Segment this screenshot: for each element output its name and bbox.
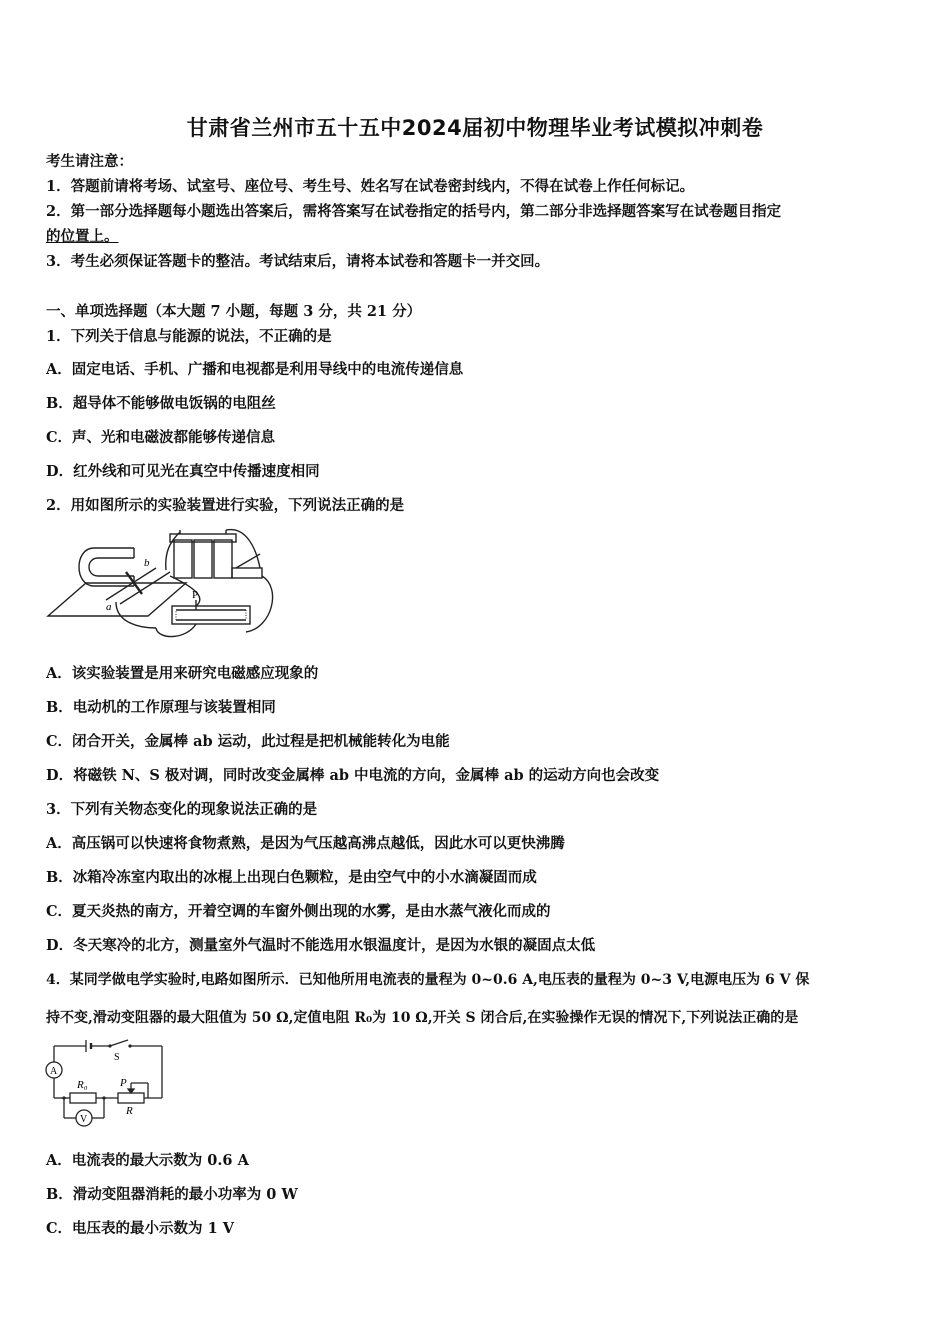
notice-item: 的位置上。 bbox=[46, 228, 119, 245]
option-1c: C．声、光和电磁波都能够传递信息 bbox=[46, 429, 276, 446]
option-4c: C．电压表的最小示数为 1 V bbox=[46, 1220, 234, 1237]
option-2a: A．该实验装置是用来研究电磁感应现象的 bbox=[46, 665, 319, 682]
r0-label: R₀ bbox=[77, 1079, 88, 1091]
rheostat-r-label: R bbox=[126, 1105, 133, 1117]
experiment-apparatus-figure bbox=[46, 528, 278, 646]
circuit-diagram bbox=[44, 1038, 168, 1130]
notice-item: 2．第一部分选择题每小题选出答案后，需将答案写在试卷指定的括号内，第二部分非选择题答案写在试卷题目指定 bbox=[46, 203, 782, 220]
question-stem-4-line2: 持不变,滑动变阻器的最大阻值为 50 Ω,定值电阻 R₀为 10 Ω,开关 S 闭合后,在实验操作无误的情况下,下列说法正确的是 bbox=[46, 1010, 799, 1026]
option-1a: A．固定电话、手机、广播和电视都是利用导线中的电流传递信息 bbox=[46, 361, 464, 378]
figure-label-p: P bbox=[192, 589, 199, 601]
option-2d: D．将磁铁 N、S 极对调，同时改变金属棒 ab 中电流的方向，金属棒 ab 的运动方向也会改变 bbox=[46, 767, 660, 784]
voltmeter-label: V bbox=[80, 1114, 88, 1125]
question-stem-4-line1: 4．某同学做电学实验时,电路如图所示．已知他所用电流表的量程为 0~0.6 A,电压表的量程为 0~3 V,电源电压为 6 V 保 bbox=[46, 972, 810, 988]
section-heading: 一、单项选择题（本大题 7 小题，每题 3 分，共 21 分） bbox=[46, 303, 422, 320]
notice-heading: 考生请注意： bbox=[46, 153, 133, 170]
option-1d: D．红外线和可见光在真空中传播速度相同 bbox=[46, 463, 320, 480]
option-3a: A．高压锅可以快速将食物煮熟，是因为气压越高沸点越低，因此水可以更快沸腾 bbox=[46, 835, 565, 852]
notice-item: 1．答题前请将考场、试室号、座位号、考生号、姓名写在试卷密封线内，不得在试卷上作任何标记。 bbox=[46, 178, 695, 195]
question-stem-2: 2．用如图所示的实验装置进行实验，下列说法正确的是 bbox=[46, 497, 405, 514]
option-4b: B．滑动变阻器消耗的最小功率为 0 W bbox=[46, 1186, 298, 1203]
question-stem-3: 3．下列有关物态变化的现象说法正确的是 bbox=[46, 801, 318, 818]
option-1b: B．超导体不能够做电饭锅的电阻丝 bbox=[46, 395, 276, 412]
option-2b: B．电动机的工作原理与该装置相同 bbox=[46, 699, 276, 716]
option-3c: C．夏天炎热的南方，开着空调的车窗外侧出现的水雾，是由水蒸气液化而成的 bbox=[46, 903, 551, 920]
ammeter-label: A bbox=[50, 1066, 58, 1077]
figure-label-b: b bbox=[144, 557, 150, 569]
question-stem-1: 1．下列关于信息与能源的说法，不正确的是 bbox=[46, 328, 332, 345]
figure-label-a: a bbox=[106, 601, 112, 613]
option-2c: C．闭合开关，金属棒 ab 运动，此过程是把机械能转化为电能 bbox=[46, 733, 450, 750]
option-4a: A．电流表的最大示数为 0.6 A bbox=[46, 1152, 249, 1169]
switch-label: S bbox=[114, 1052, 120, 1063]
page-title: 甘肃省兰州市五十五中2024届初中物理毕业考试模拟冲刺卷 bbox=[186, 116, 764, 140]
option-3b: B．冰箱冷冻室内取出的冰棍上出现白色颗粒，是由空气中的小水滴凝固而成 bbox=[46, 869, 537, 886]
option-3d: D．冬天寒冷的北方，测量室外气温时不能选用水银温度计，是因为水银的凝固点太低 bbox=[46, 937, 596, 954]
slider-p-label: P bbox=[120, 1077, 127, 1089]
notice-item: 3．考生必须保证答题卡的整洁。考试结束后，请将本试卷和答题卡一并交回。 bbox=[46, 253, 550, 270]
